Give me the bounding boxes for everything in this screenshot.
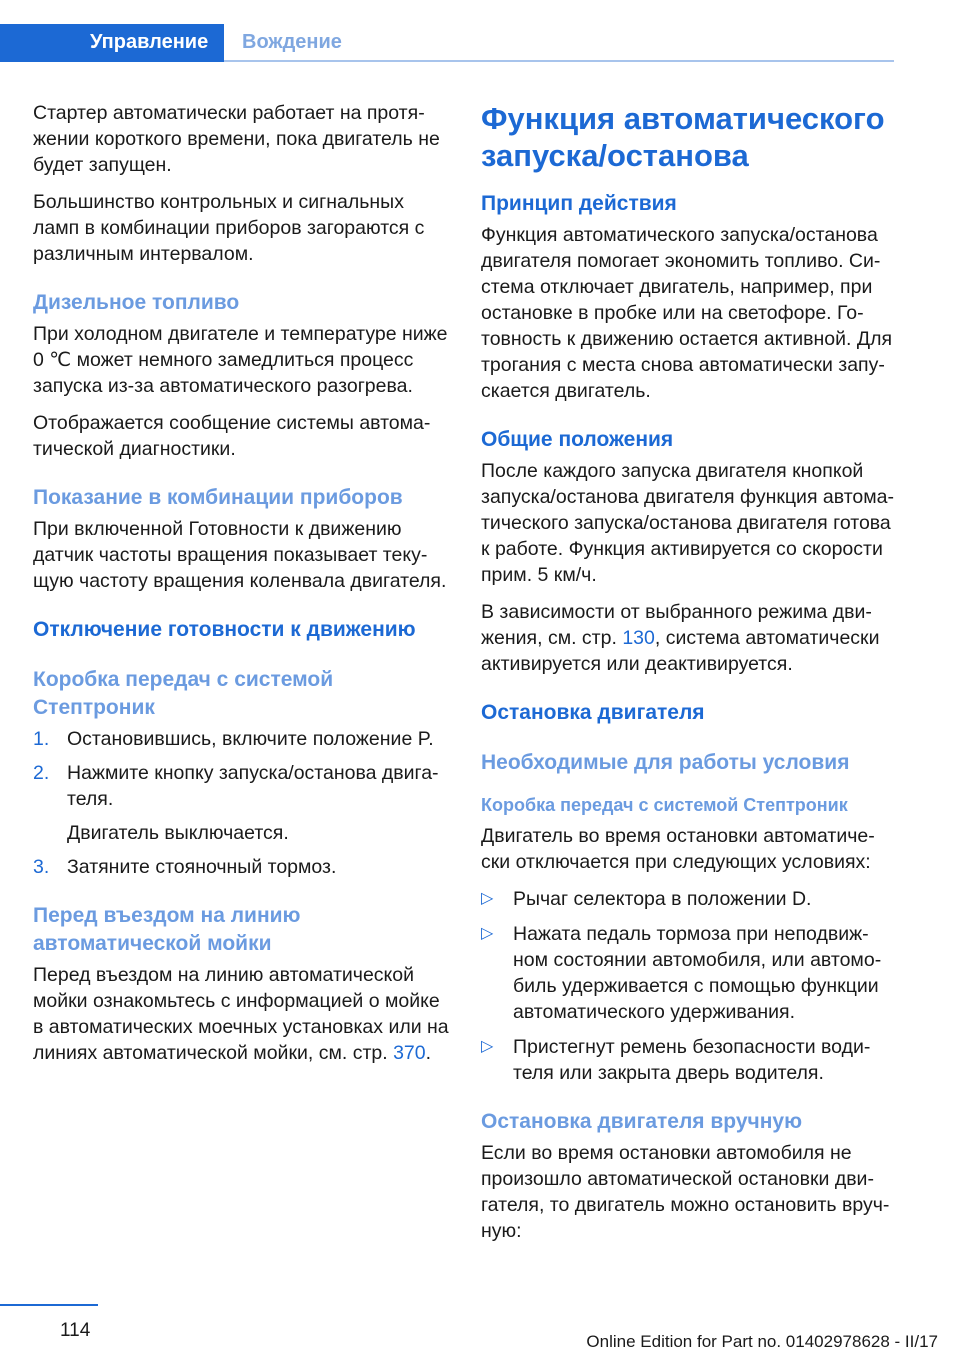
list-item [481,921,895,1025]
page-link-130[interactable]: 130 [622,627,655,649]
step-text: Остановившись, включите положение P. [67,728,434,750]
heading-steptronic-gearbox: Коробка передач с системой Стептроник [33,668,334,719]
step-number: 3. [33,856,50,878]
step-text: Нажмите кнопку запуска/останова двигателя. [67,762,439,810]
heading-general: Общие положения [481,428,674,451]
list-item [481,1034,895,1086]
paragraph-text: Перед въездом на линию автоматической мойки ознакомьтесь с информацией о мойке в автоматических моечных установках или на линиях автоматической мойки, см. стр. [33,964,449,1064]
heading-instrument-display: Показание в комбинации приборов [33,486,403,509]
steps-list [33,726,453,880]
list-item [33,854,453,880]
heading-switch-off-readiness: Отключение готовности к движению [33,618,416,641]
paragraph: При холодном двигателе и температуре ниже 0 ℃ может немного замедлиться процесс запуска из-за автоматического разогрева. [33,323,448,397]
paragraph: При включенной Готовности к движению датчик частоты вращения показывает текущую частоту вращения коленвала двигателя. [33,518,447,592]
step-number: 1. [33,728,50,750]
step-subtext: Двигатель выключается. [67,822,289,844]
edition-note: Online Edition for Part no. 01402978628 - II/17 [586,1332,938,1351]
paragraph: После каждого запуска двигателя кнопкой запуска/останова двигателя функция автоматического запуска/останова двигателя готова к работе. Функция активируется со скорости прим. 5 км/ч. [481,460,895,586]
paragraph: Двигатель во время остановки автоматически отключается при следующих условиях: [481,825,875,873]
step-number: 2. [33,762,50,784]
triangle-bullet-icon: ▷ [481,925,494,942]
paragraph: Функция автоматического запуска/останова двигателя помогает экономить топливо. Система отключает двигатель, например, при остановке в пробке или на светофоре. Готовность к движению остается активной. Для трогания с места снова автоматически запускается двигатель. [481,224,893,402]
bullet-text: Рычаг селектора в положении D. [513,888,812,910]
heading-car-wash: Перед въездом на линию автоматической мойки [33,904,301,955]
heading-conditions: Необходимые для работы условия [481,751,850,774]
heading-steptronic: Коробка передач с системой Стептроник [481,795,848,815]
list-item [33,726,453,752]
paragraph: Отображается сообщение системы автоматической диагностики. [33,412,431,460]
heading-engine-stop: Остановка двигателя [481,701,705,724]
footer-divider [0,1304,98,1306]
paragraph-end: , система автоматически активируется или деактивируется. [481,627,880,675]
paragraph-text: В зависимости от выбранного режима движения, см. стр. [481,601,872,649]
conditions-list [481,886,895,1086]
step-text: Затяните стояночный тормоз. [67,856,337,878]
heading-principle: Принцип действия [481,192,677,215]
page-link-370[interactable]: 370 [393,1042,426,1064]
triangle-bullet-icon: ▷ [481,1038,494,1055]
heading-auto-start-stop: Функция автоматического запуска/останова [481,101,885,173]
paragraph: Большинство контрольных и сигнальных ламп в комбинации приборов загораются с различным интервалом. [33,191,425,265]
chapter-header [0,24,894,62]
header-divider [224,60,894,62]
list-item [481,886,895,912]
triangle-bullet-icon: ▷ [481,890,494,907]
bullet-text: Нажата педаль тормоза при неподвижном состоянии автомобиля, или автомобиль удерживается с помощью функции автоматического удерживания. [513,923,882,1023]
tab-driving[interactable]: Вождение [242,31,342,53]
paragraph-end: . [425,1042,432,1064]
tab-controls[interactable]: Управление [0,24,224,62]
paragraph: Стартер автоматически работает на протяжении короткого времени, пока двигатель не будет запущен. [33,102,440,176]
paragraph: Если во время остановки автомобиля не произошло автоматической остановки двигателя, то двигатель можно остановить вручную: [481,1142,890,1242]
bullet-text: Пристегнут ремень безопасности водителя или закрыта дверь водителя. [513,1036,871,1084]
heading-diesel: Дизельное топливо [33,291,240,314]
list-item [33,760,453,846]
paragraph [481,599,895,677]
heading-manual-stop: Остановка двигателя вручную [481,1110,803,1133]
paragraph [33,962,453,1066]
left-column [33,100,453,1077]
page-number: 114 [60,1320,91,1341]
right-column [481,100,895,1255]
